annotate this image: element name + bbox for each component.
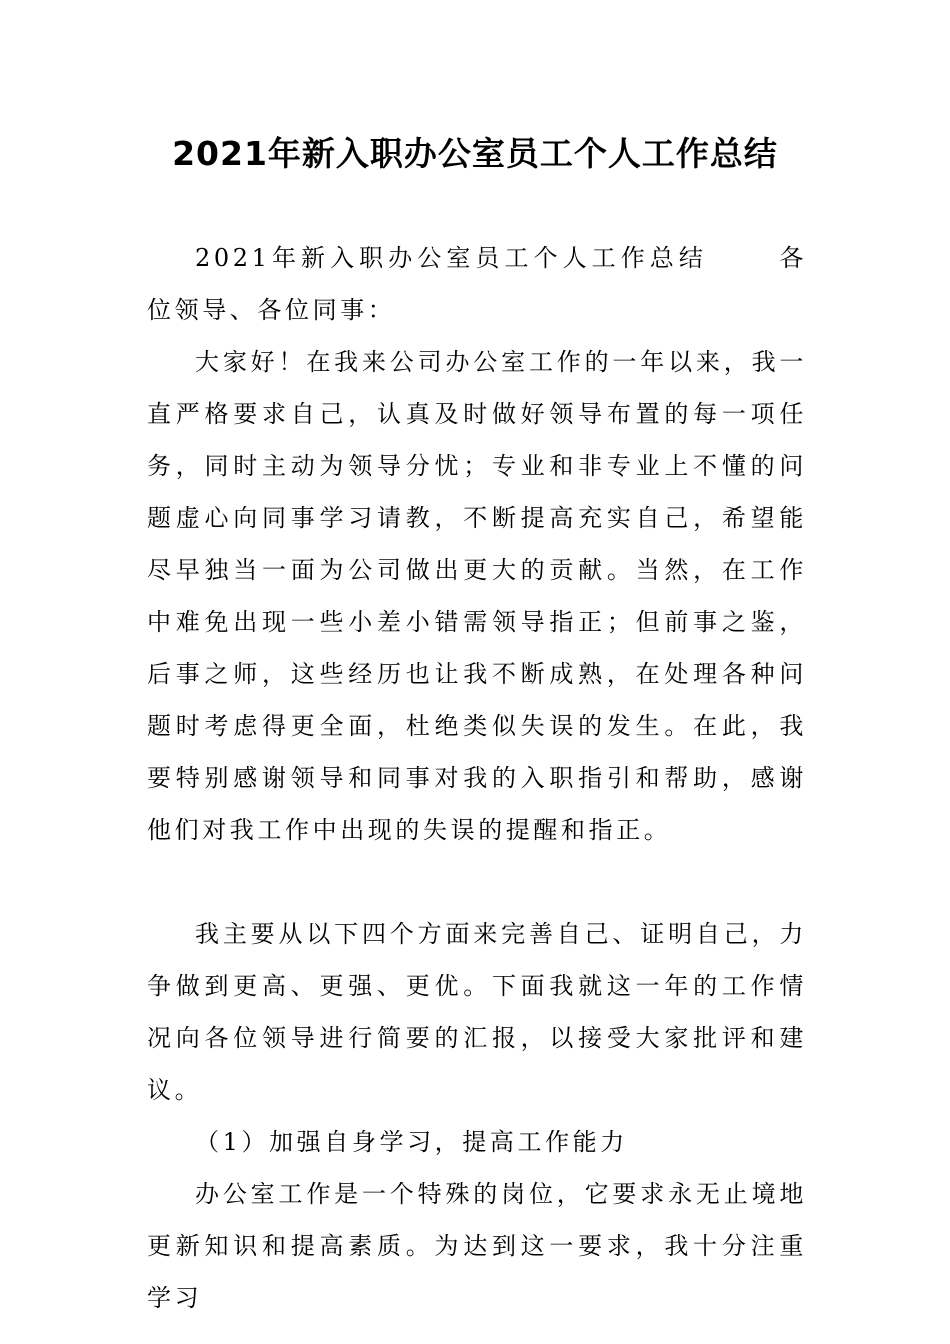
document-title: 2021年新入职办公室员工个人工作总结 xyxy=(172,134,778,173)
paragraph-3: 办公室工作是一个特殊的岗位，它要求永无止境地更新知识和提高素质。为达到这一要求，我十分注重学习 xyxy=(147,1180,807,1312)
document-body xyxy=(147,232,807,1324)
intro-paragraph xyxy=(147,232,807,336)
paragraph-1: 大家好！在我来公司办公室工作的一年以来，我一直严格要求自己，认真及时做好领导布置的每一项任务，同时主动为领导分忧；专业和非专业上不懂的问题虚心向同事学习请教，不断提高充实自己，希望能尽早独当一面为公司做出更大的贡献。当然，在工作中难免出现一些小差小错需领导指正；但前事之鉴，后事之师，这些经历也让我不断成熟，在处理各种问题时考虑得更全面，杜绝类似失误的发生。在此，我要特别感谢领导和同事对我的入职指引和帮助，感谢他们对我工作中出现的失误的提醒和指正。 xyxy=(147,348,807,844)
paragraph-gap xyxy=(147,856,807,908)
paragraph-2: 我主要从以下四个方面来完善自己、证明自己，力争做到更高、更强、更优。下面我就这一年的工作情况向各位领导进行简要的汇报，以接受大家批评和建议。 xyxy=(147,920,807,1104)
intro-title: 2021年新入职办公室员工个人工作总结 xyxy=(195,244,708,272)
greeting: 各位领导、各位同事： xyxy=(147,244,807,324)
section-heading-1: （1）加强自身学习，提高工作能力 xyxy=(195,1128,628,1156)
